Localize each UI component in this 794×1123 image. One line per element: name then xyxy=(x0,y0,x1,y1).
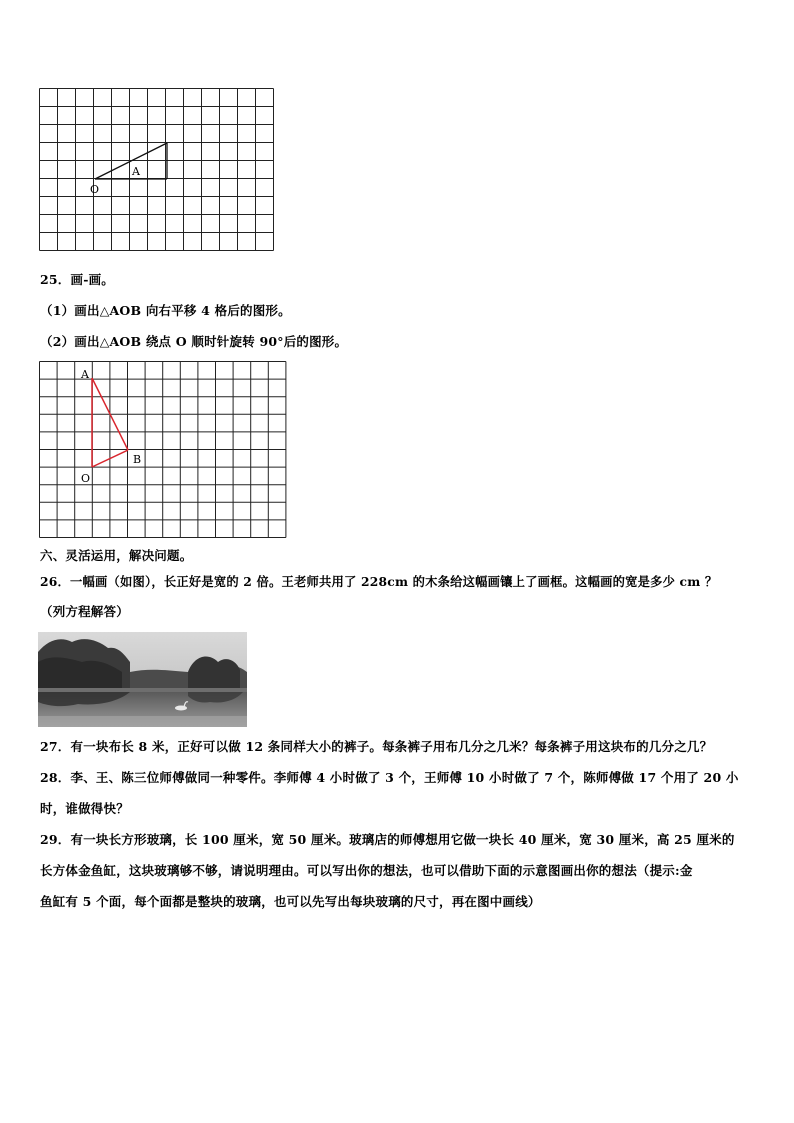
grid-figure-2 xyxy=(39,361,289,541)
grid-2-lines xyxy=(40,362,286,538)
painting-photo xyxy=(38,632,247,727)
grid-2-label-a: A xyxy=(81,368,89,381)
question-29-line-3: 鱼缸有 5 个面，每个面都是整块的玻璃，也可以先写出每块玻璃的尺寸，再在图中画线） xyxy=(40,894,541,909)
question-25-part-2: （2）画出△AOB 绕点 O 顺时针旋转 90°后的图形。 xyxy=(40,334,348,349)
grid-1-label-o: O xyxy=(90,183,100,196)
question-26-line-1: 26．一幅画（如图），长正好是宽的 2 倍。王老师共用了 228cm 的木条给这幅画镶上了画框。这幅画的宽是多少 cm ？ xyxy=(40,574,718,589)
question-25-title: 25．画-画。 xyxy=(40,272,114,287)
question-28-line-2: 时，谁做得快？ xyxy=(40,801,129,816)
question-29-line-2: 长方体金鱼缸，这块玻璃够不够，请说明理由。可以写出你的想法，也可以借助下面的示意图画出你的想法（提示:金 xyxy=(40,863,693,878)
question-28-line-1: 28．李、王、陈三位师傅做同一种零件。李师傅 4 小时做了 3 个，王师傅 10 小时做了 7 个，陈师傅做 17 个用了 20 小 xyxy=(40,770,739,785)
question-29-line-1: 29．有一块长方形玻璃，长 100 厘米，宽 50 厘米。玻璃店的师傅想用它做一块长 40 厘米，宽 30 厘米，高 25 厘米的 xyxy=(40,832,735,847)
question-26-line-2: （列方程解答） xyxy=(40,604,129,619)
grid-1-lines xyxy=(40,89,274,251)
grid-1-label-a: A xyxy=(132,165,140,178)
grid-2-label-o: O xyxy=(81,472,91,485)
question-25-part-1: （1）画出△AOB 向右平移 4 格后的图形。 xyxy=(40,303,291,318)
question-27: 27．有一块布长 8 米，正好可以做 12 条同样大小的裤子。每条裤子用布几分之几米？每条裤子用这块布的几分之几？ xyxy=(40,739,713,754)
section-6-heading: 六、灵活运用，解决问题。 xyxy=(40,548,193,563)
grid-2-label-b: B xyxy=(133,453,142,466)
grid-figure-1 xyxy=(39,88,276,252)
